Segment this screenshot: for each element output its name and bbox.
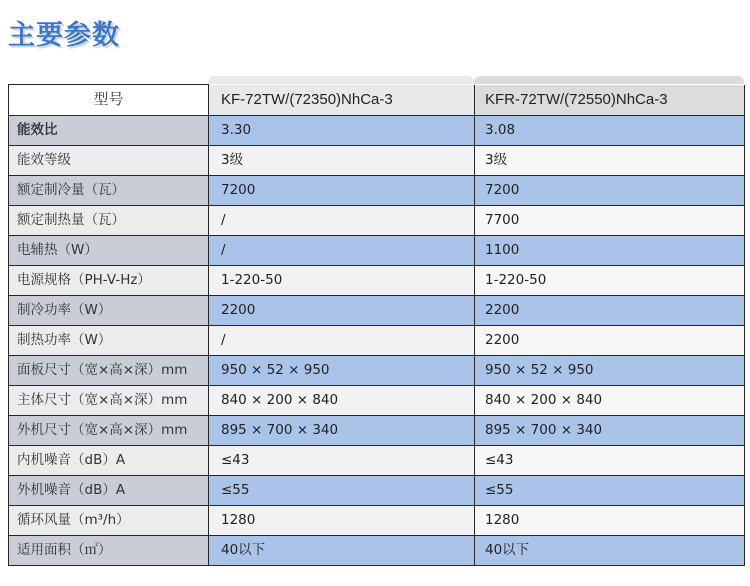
row-value-model1: / xyxy=(209,206,475,236)
row-value-model2: 40以下 xyxy=(475,536,745,566)
row-value-model2: ≤55 xyxy=(475,476,745,506)
table-row xyxy=(9,236,745,266)
row-value-model1: 1-220-50 xyxy=(209,266,475,296)
table-row xyxy=(9,146,745,176)
row-value-model2: 7700 xyxy=(475,206,745,236)
row-value-model1: 950 × 52 × 950 xyxy=(209,356,475,386)
table-row xyxy=(9,446,745,476)
row-value-model1: 840 × 200 × 840 xyxy=(209,386,475,416)
table-row xyxy=(9,416,745,446)
row-value-model1: 3.30 xyxy=(209,116,475,146)
table-row xyxy=(9,506,745,536)
row-label: 主体尺寸（宽×高×深）mm xyxy=(9,386,209,416)
table-row xyxy=(9,356,745,386)
table-row xyxy=(9,476,745,506)
header-model-label: 型号 xyxy=(9,85,209,116)
row-value-model1: 2200 xyxy=(209,296,475,326)
page-title: 主要参数 xyxy=(8,20,120,51)
row-label: 额定制冷量（瓦） xyxy=(9,176,209,206)
row-value-model2: 3级 xyxy=(475,146,745,176)
row-value-model1: ≤43 xyxy=(209,446,475,476)
row-value-model1: ≤55 xyxy=(209,476,475,506)
row-label: 循环风量（m³/h） xyxy=(9,506,209,536)
header-model1: KF-72TW/(72350)NhCa-3 xyxy=(209,85,475,116)
table-row xyxy=(9,536,745,566)
row-label: 适用面积（㎡） xyxy=(9,536,209,566)
row-value-model2: ≤43 xyxy=(475,446,745,476)
row-label: 能效等级 xyxy=(9,146,209,176)
table-row xyxy=(9,206,745,236)
row-value-model2: 950 × 52 × 950 xyxy=(475,356,745,386)
table-header-row xyxy=(9,85,745,116)
row-value-model1: / xyxy=(209,236,475,266)
row-label: 外机噪音（dB）A xyxy=(9,476,209,506)
table-row xyxy=(9,296,745,326)
row-label: 制热功率（W） xyxy=(9,326,209,356)
row-label: 制冷功率（W） xyxy=(9,296,209,326)
row-value-model2: 1-220-50 xyxy=(475,266,745,296)
table-row xyxy=(9,176,745,206)
row-value-model2: 1100 xyxy=(475,236,745,266)
row-label: 额定制热量（瓦） xyxy=(9,206,209,236)
table-row xyxy=(9,386,745,416)
model2-header-tab xyxy=(474,76,744,84)
row-label: 电辅热（W） xyxy=(9,236,209,266)
table-row xyxy=(9,326,745,356)
table-row xyxy=(9,266,745,296)
row-value-model2: 895 × 700 × 340 xyxy=(475,416,745,446)
row-label: 内机噪音（dB）A xyxy=(9,446,209,476)
row-value-model1: 3级 xyxy=(209,146,475,176)
row-value-model2: 2200 xyxy=(475,296,745,326)
row-value-model2: 3.08 xyxy=(475,116,745,146)
row-label: 面板尺寸（宽×高×深）mm xyxy=(9,356,209,386)
spec-table xyxy=(8,84,745,566)
row-value-model1: 7200 xyxy=(209,176,475,206)
row-value-model1: 40以下 xyxy=(209,536,475,566)
row-value-model1: 895 × 700 × 340 xyxy=(209,416,475,446)
model1-header-tab xyxy=(208,76,474,84)
row-value-model2: 2200 xyxy=(475,326,745,356)
row-value-model2: 840 × 200 × 840 xyxy=(475,386,745,416)
row-value-model1: / xyxy=(209,326,475,356)
row-label: 电源规格（PH-V-Hz） xyxy=(9,266,209,296)
header-model2: KFR-72TW/(72550)NhCa-3 xyxy=(475,85,745,116)
row-label: 能效比 xyxy=(9,116,209,146)
table-row xyxy=(9,116,745,146)
row-value-model2: 7200 xyxy=(475,176,745,206)
row-label: 外机尺寸（宽×高×深）mm xyxy=(9,416,209,446)
row-value-model1: 1280 xyxy=(209,506,475,536)
row-value-model2: 1280 xyxy=(475,506,745,536)
